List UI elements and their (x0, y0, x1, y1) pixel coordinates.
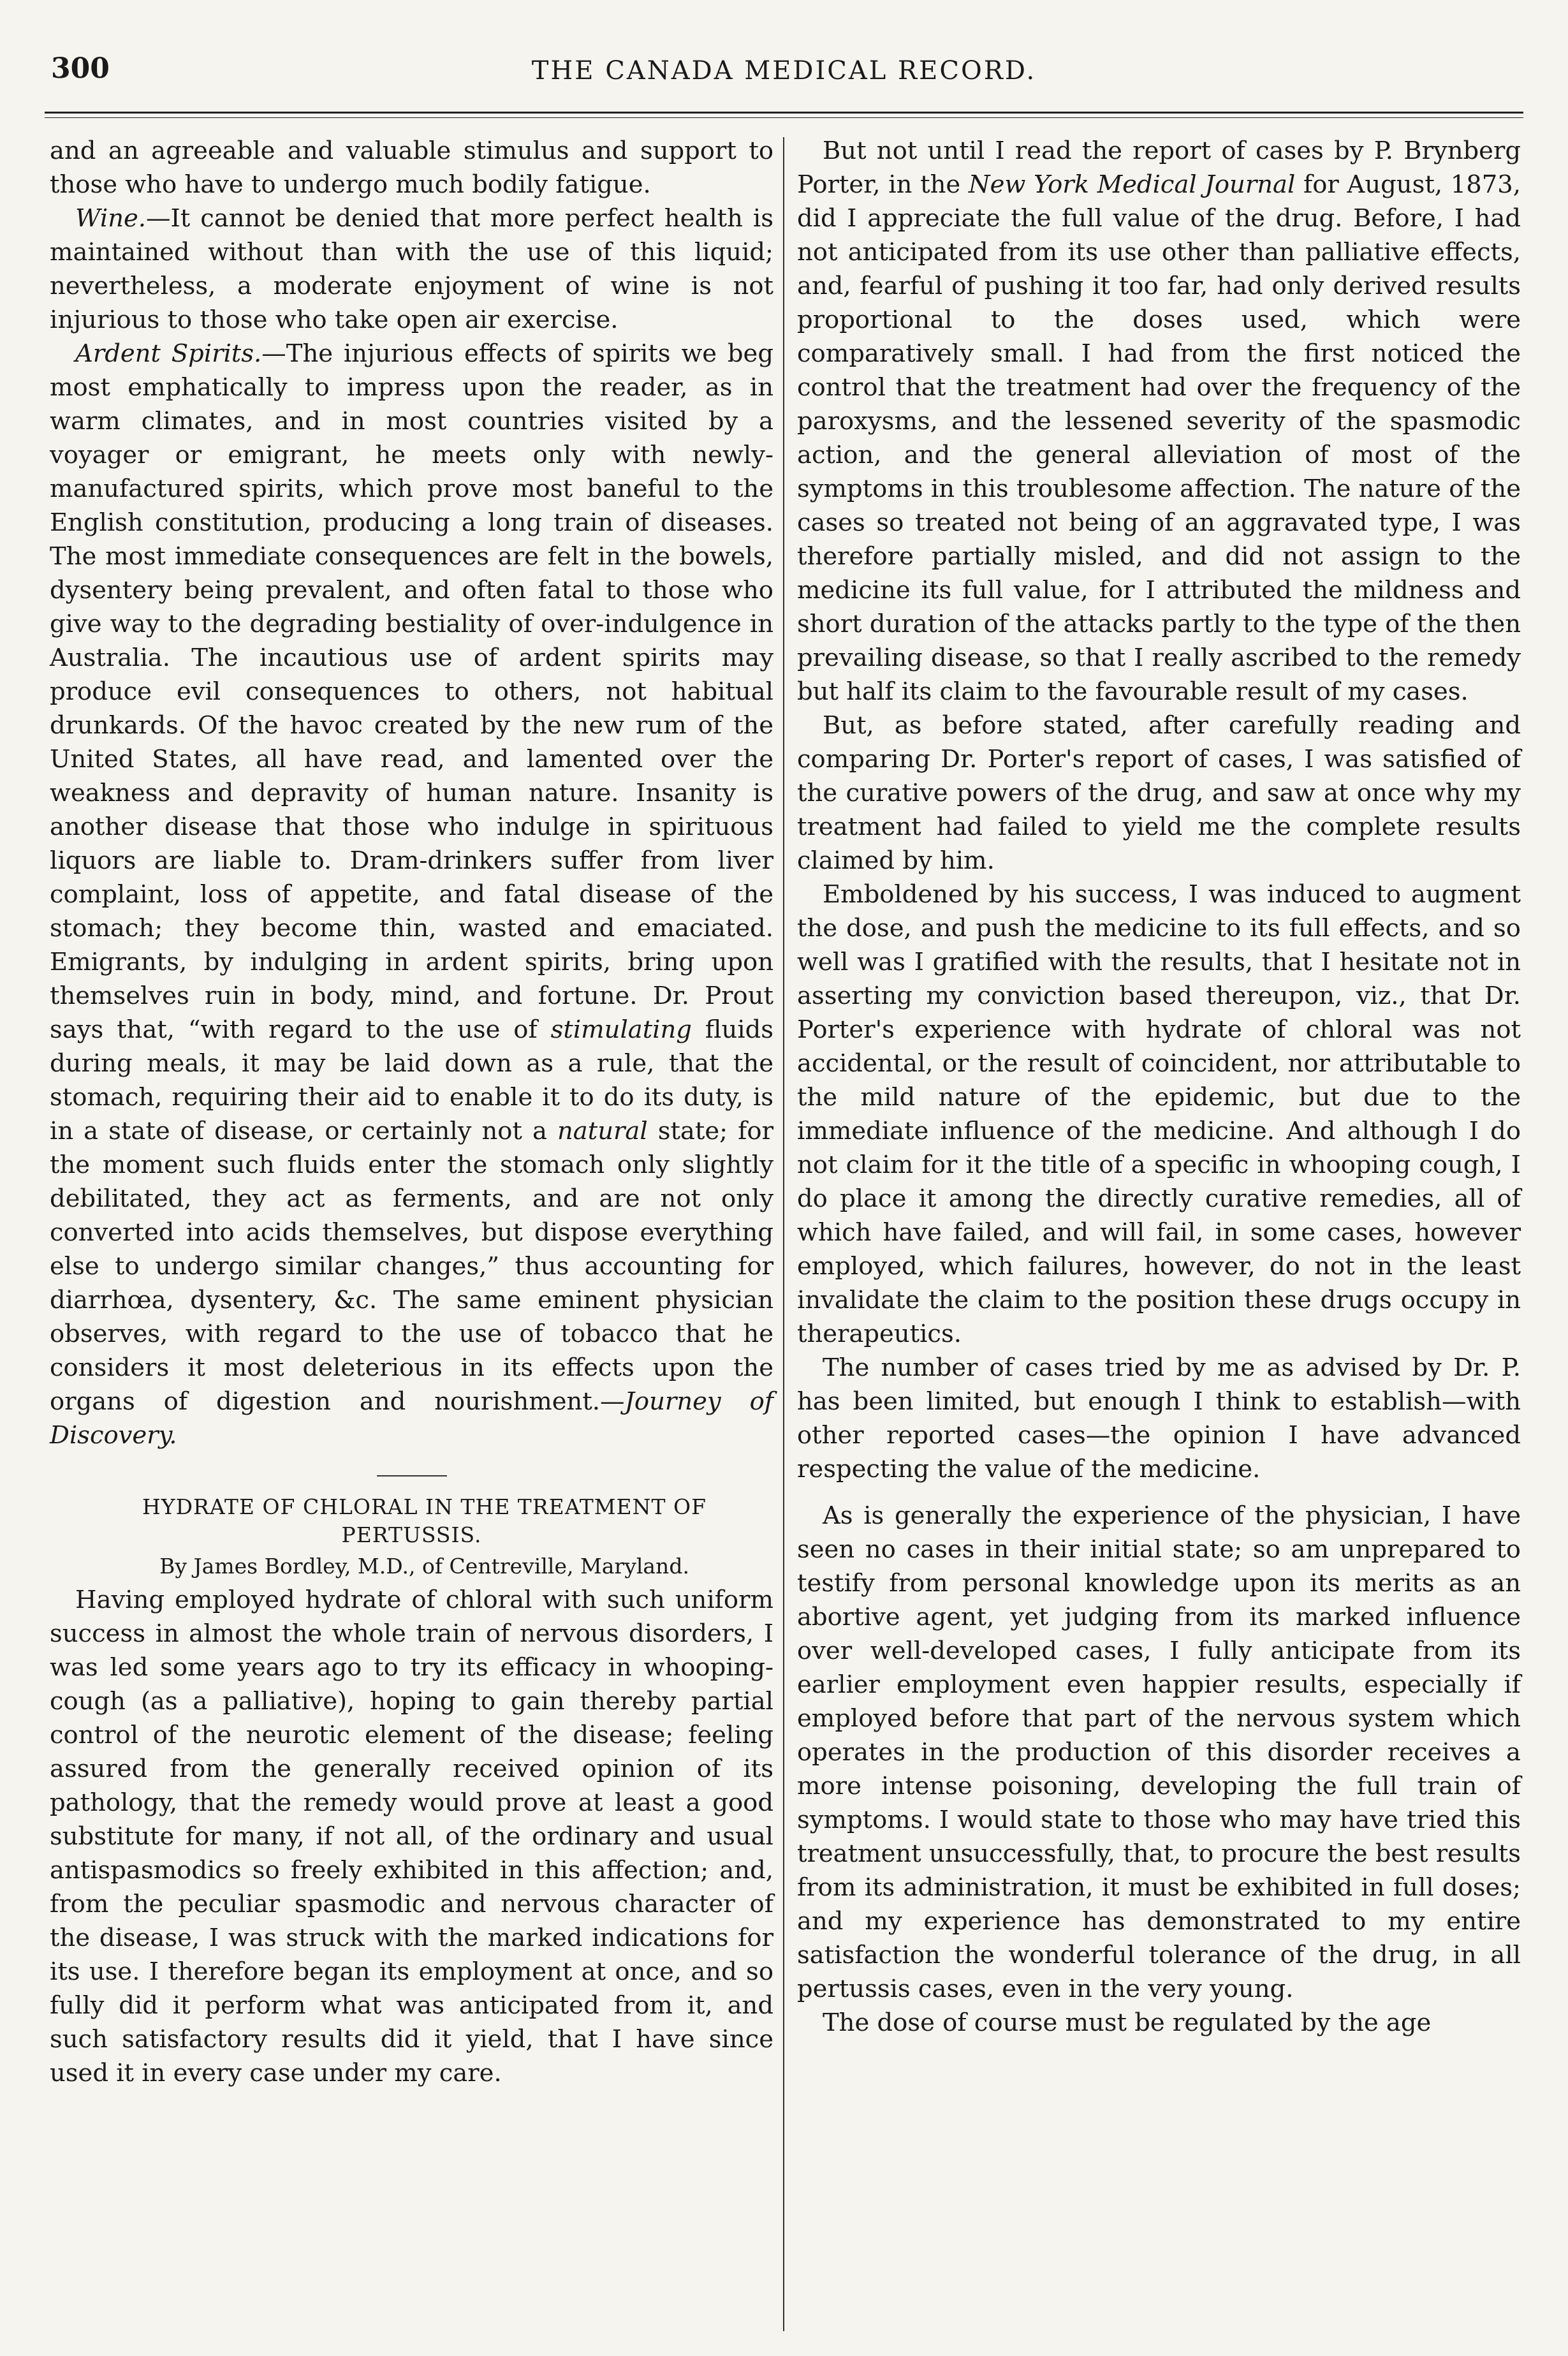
emphasis: natural (557, 1117, 648, 1145)
paragraph-wine (50, 202, 773, 337)
paragraph-text: —The injurious effects of spirits we beg most emphatically to impress upon the reader, as in warm climates, and in most countries visited by a voyager or emigrant, he meets only with newly-manufactured spirits, which prove most baneful to the English constitution, producing a long train of diseases. The most immediate consequences are felt in the bowels, dysentery being prevalent, and often fatal to those who give way to the degrading bestiality of over-indulgence in Australia. The incautious use of ardent spirits may produce evil consequences to others, not habitual drunkards. Of the havoc created by the new rum of the United States, all have read, and lamented over the weakness and depravity of human nature. Insanity is another disease that those who indulge in spirituous liquors are liable to. Dram-drinkers suffer from liver complaint, loss of appetite, and fatal disease of the stomach; they become thin, wasted and emaciated. Emigrants, by indulging in ardent spirits, bring upon themselves ruin in body, mind, and fortune. Dr. Prout says that, “with regard to the use of (50, 339, 773, 1044)
paragraph-lead: Ardent Spirits. (75, 339, 262, 368)
paragraph-text: for August, 1873, did I appreciate the full value of the drug. Before, I had not anticipated from its use other than palliative effects, and, fearful of pushing it too far, had only derived results proportional to the doses used, which were comparatively small. I had from the first noticed the control that the treatment had over the frequency of the paroxysms, and the lessened severity of the spasmodic action, and the general alleviation of most of the symptoms in this troublesome affection. The nature of the cases so treated not being of an aggravated type, I was therefore partially misled, and did not assign to the medicine its full value, for I attributed the mildness and short duration of the attacks partly to the type of the then prevailing disease, so that I really ascribed to the remedy but half its claim to the favourable result of my cases. (797, 170, 1521, 706)
section-divider (377, 1475, 447, 1476)
page-number: 300 (51, 52, 110, 85)
paragraph-lead: Wine. (75, 204, 147, 233)
journal-name: New York Medical Journal (968, 170, 1296, 199)
paragraph-text: state; for the moment such fluids enter the stomach only slightly debilitated, they act as ferments, and are not only converted into acids themselves, but dispose everything else to undergo similar changes,” thus accounting for diarrhœa, dysentery, &c. The same eminent physician observes, with regard to the use of tobacco that he considers it most deleterious in its effects upon the organs of digestion and nourishment.— (50, 1117, 774, 1416)
spacer (797, 1486, 1521, 1499)
paragraph: and an agreeable and valuable stimulus and support to those who have to undergo much bodily fatigue. (50, 136, 773, 199)
byline: By James Bordley, M.D., of Centreville, Maryland. (159, 1554, 689, 1579)
emphasis: stimulating (550, 1015, 692, 1044)
paragraph: Emboldened by his success, I was induced to augment the dose, and push the medicine to its full effects, and so well was I gratified with the results, that I hesitate not in asserting my conviction based thereupon, viz., that Dr. Porter's experience with hydrate of chloral was not accidental, or the result of coincident, nor attributable to the mild nature of the epidemic, but due to the immediate influence of the medicine. And although I do not claim for it the title of a specific in whooping cough, I do place it among the directly curative remedies, all of which have failed, and will fail, in some cases, however employed, which failures, however, do not in the least invalidate the claim to the position these drugs occupy in therapeutics. (797, 880, 1521, 1348)
paragraph-text: But not until I read the report of cases by P. Brynberg Porter, in the (797, 136, 1521, 199)
column-divider (783, 137, 784, 2331)
paragraph (797, 134, 1521, 709)
paragraph: The number of cases tried by me as advised by Dr. P. has been limited, but enough I think to establish—with other reported cases—the opinion I have advanced respecting the value of the medicine. (797, 1353, 1521, 1484)
paragraph: As is generally the experience of the physician, I have seen no cases in their initial state; so am unprepared to testify from personal knowledge upon its merits as an abortive agent, yet judging from its marked influence over well-developed cases, I fully anticipate from its earlier employment even happier results, especially if employed before that part of the nervous system which operates in the production of this disorder receives a more intense poisoning, developing the full train of symptoms. I would state to those who may have tried this treatment unsuccessfully, that, to procure the best results from its administration, it must be exhibited in full doses; and my experience has demonstrated to my entire satisfaction the wonderful tolerance of the drug, in all pertussis cases, even in the very young. (797, 1501, 1521, 2003)
paragraph: But, as before stated, after carefully reading and comparing Dr. Porter's report of cases, I was satisfied of the curative powers of the drug, and saw at once why my treatment had failed to yield me the complete results claimed by him. (797, 711, 1521, 875)
paragraph-text: fluids during meals, it may be laid down as a rule, that the stomach, requiring their aid to enable it to do its duty, is in a state of disease, or certainly not a (50, 1015, 773, 1145)
paragraph-text: —It cannot be denied that more perfect health is maintained without than with the use of this liquid; nevertheless, a moderate enjoyment of wine is not injurious to those who take open air exercise. (50, 204, 773, 334)
paragraph: Having employed hydrate of chloral with such uniform success in almost the whole train of nervous disorders, I was led some years ago to try its efficacy in whooping-cough (as a palliative), hoping to gain thereby partial control of the neurotic element of the disease; feeling assured from the generally received opinion of its pathology, that the remedy would prove at least a good substitute for many, if not all, of the ordinary and usual antispasmodics so freely exhibited in this affection; and, from the peculiar spasmodic and nervous character of the disease, I was struck with the marked indications for its use. I therefore began its employment at once, and so fully did it perform what was anticipated from it, and such satisfactory results did it yield, that I have since used it in every case under my care. (50, 1586, 773, 2087)
source-citation: Journey of Discovery. (50, 1387, 773, 1450)
paragraph: The dose of course must be regulated by the age (823, 2008, 1432, 2037)
page-header (45, 50, 1523, 94)
article-title: HYDRATE OF CHLORAL IN THE TREATMENT OF PERTUSSIS. (142, 1494, 707, 1547)
right-column (797, 134, 1521, 2040)
paragraph-ardent-spirits (50, 337, 773, 1452)
header-rule (45, 112, 1523, 118)
running-title: THE CANADA MEDICAL RECORD. (531, 56, 1037, 85)
left-column (50, 134, 773, 2090)
